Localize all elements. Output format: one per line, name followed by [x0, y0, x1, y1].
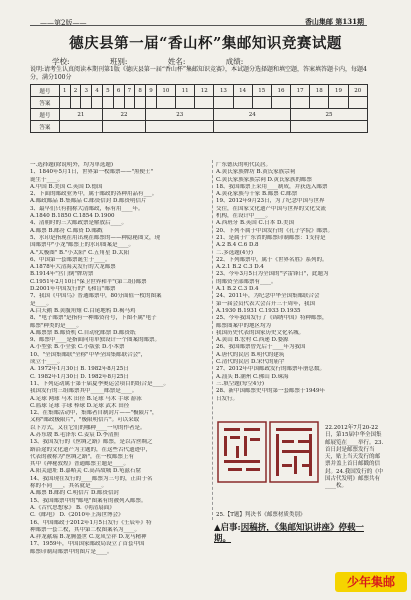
page-header-left: ——第2版——	[40, 19, 87, 27]
question-line: 邮票"种类的是____。	[30, 322, 83, 329]
question-line: 5、水印是指现在用出现在邮票的——种隐秘图文，现	[30, 234, 161, 241]
question-line: 27、2012年中国邮政发行的邮票年册总数。	[216, 366, 325, 373]
question-line: 23、今年3月5日为全国的"学雷锋日"，此题为	[216, 271, 329, 278]
question-line: 1、1840年5月1日，世界第一枚邮票——"黑便士"	[30, 169, 154, 176]
question-line: A.邮票票 B.邮资机 C.自动化邮票 D.邮资纸	[30, 329, 136, 336]
question-line: 22.2012年7月20-22日，	[325, 425, 379, 439]
answer-cell: 答案	[31, 97, 60, 109]
question-number-cell: 17	[291, 85, 310, 97]
question-number-cell: 21	[59, 109, 102, 121]
question-line: 26、我国邮票曾先后于____年为我国	[216, 344, 306, 351]
question-line: 6、中国第一套邮票诞生于____。	[30, 256, 111, 263]
question-line: A.1840 B.1850 C.1854 D.1900	[30, 213, 115, 220]
question-line: 路沿途的文化遗产为主题的，在这些古代遗迹中，	[30, 446, 152, 453]
question-line: 种邮票一套二枚，其中第二枚图案名为____。	[30, 526, 141, 533]
page-title: 德庆县第一届“香山杯”集邮知识竞赛试题	[69, 35, 342, 52]
question-line: A.西班牙 B.英国 C.日本 D.美国	[216, 220, 294, 227]
question-line: 2、下面的邮政业务中，属于邮政的各种用品有___。	[30, 191, 158, 198]
answer-cell[interactable]	[81, 97, 92, 109]
question-number-cell: 9	[146, 85, 157, 97]
question-line: 第15届中华全国集邮展览	[325, 432, 382, 446]
answer-cell[interactable]	[70, 97, 81, 109]
question-line: 21、是属于广东省的邮票印制邮票：1支持是	[216, 234, 326, 241]
instructions: 说明:请考生认真阅读本期刊第1版《德庆县第一届“香山杯”集邮知识竞赛》，本试题分选择题和填空题，答案填答题卡内，每题4分，满分100分	[30, 66, 367, 81]
answer-cell[interactable]	[176, 97, 195, 109]
question-line: 15、我国邮票中的"邮电"图案有的被列入邮票。	[30, 497, 147, 504]
school-label: 学校:	[52, 57, 70, 66]
question-line: 9、邮票中____是指面向用单独设计一个图案的邮票。	[30, 337, 161, 344]
question-number-cell: 25	[291, 109, 368, 121]
answer-cell[interactable]	[348, 97, 367, 109]
question-column-right	[216, 162, 371, 403]
question-line: 古代发明》邮票共有	[330, 476, 381, 483]
question-line: 23.首日封是邮票发行	[325, 439, 384, 453]
question-line: D.2001年中国发行的"飞和盲"邮票	[30, 286, 116, 293]
question-line: A.中国 B.美国 C.英国 D.德国	[30, 183, 103, 190]
notice-prefix: ▲启事:	[214, 523, 241, 533]
name-label: 姓名:	[167, 57, 186, 66]
question-line: 19、2012年9月23日，为了纪念中国与世界	[216, 198, 325, 205]
question-line: 8、"电子邮票"是指有一种邮资符号，下图不属"电子	[30, 315, 157, 322]
notice-banner	[214, 523, 374, 545]
question-line: 信封。	[325, 461, 381, 475]
question-line: 又称"邮政极限片"，"极限明信片"。可以采取	[30, 417, 140, 424]
question-line: 13、我国发行的《丝绸之路》邮票，是以古丝绸之	[30, 439, 153, 446]
question-line: A.1878年大清海关发行的大龙邮票	[30, 264, 116, 271]
question-number-cell: 1	[59, 85, 70, 97]
question-number-cell: 3	[81, 85, 92, 97]
seal-stamp-image	[216, 420, 320, 484]
question-line: A.邮票 B.邮符 C.邮资 D.邮戳	[30, 227, 103, 234]
question-line: 日发行。	[216, 395, 239, 402]
question-line: 第一届会员代表大会召开三十周年，我国	[216, 300, 316, 307]
question-line: 18、我国邮票上采用____制成，并获选入邮票	[216, 183, 328, 190]
question-line: A.黄氏家族牌坊 B.黄氏家族宗祠	[216, 169, 296, 176]
question-line: 20、下列不属于中国发行的《孔子学院》邮票。	[216, 227, 334, 234]
question-line: 其中《神秘敦煌》普通邮票主题是____。	[30, 461, 130, 468]
question-line: 广东德庆的明代民居。	[216, 162, 272, 168]
answer-cell[interactable]	[135, 97, 146, 109]
question-line: 的邮资全部邮票有____。	[216, 278, 277, 285]
question-number-cell: 7	[124, 85, 135, 97]
stamp-side-questions	[325, 425, 385, 491]
answer-cell: 答案	[31, 121, 60, 133]
question-line: 28、新中国邮票史中的第一套邮票于1949年	[216, 388, 325, 395]
question-line: 代表的被称为"丝绸之路"，在一枚邮票上有	[30, 453, 135, 460]
question-line: 25、今年我国发行了《锦绣中国》特种邮票，	[216, 315, 328, 322]
question-line: 11、下列运动属于第十届夏季奥运会项目的组合是____。	[30, 380, 170, 387]
question-number-cell: 4	[92, 85, 103, 97]
question-number-cell: 20	[348, 85, 367, 97]
question-line: A.苏东坡 B.毛泽东 C.姜宸 D.李清照	[30, 431, 119, 438]
question-line: C.《邮电》 D.《2010年上海世博会》	[30, 512, 124, 519]
answer-cell[interactable]	[291, 121, 368, 133]
answer-cell[interactable]	[113, 97, 124, 109]
question-line: B.1914年"宫门倒"牌坊票	[30, 271, 94, 278]
question-line: A.邮政邮品 B.集邮品 C.邮资信封 D.邮资明信片	[30, 198, 147, 205]
question-line: 3、最早们只有拥称大清邮政，标有用____年。	[30, 205, 144, 212]
question-line: A.1930 B.1931 C.1933 D.1935	[216, 307, 301, 314]
question-line: 24、2011年，为纪念中华全国集邮联合会	[216, 293, 320, 300]
answer-cell[interactable]	[102, 121, 145, 133]
question-line: 12、在集邮活动中，集邮者自制封片——"极限片"，	[30, 410, 158, 417]
question-number-cell: 8	[135, 85, 146, 97]
question-line: 邮票图案中的地区均为	[216, 322, 272, 329]
question-number-cell: 5	[102, 85, 113, 97]
question-number-cell: 18	[310, 85, 329, 97]
question-line: 成立于____。	[30, 359, 64, 366]
question-line: 我国历史代表的国家历史文化名城。	[216, 329, 305, 336]
question-column-left	[30, 162, 208, 556]
question-number-cell: 2	[70, 85, 81, 97]
question-line: 以下方式，又在它们的哪种____一句的作者是。	[30, 424, 146, 431]
question-number-cell: 14	[233, 85, 252, 97]
page-header-right: 香山集邮 第131期	[304, 17, 364, 26]
question-number-cell: 13	[214, 85, 233, 97]
question-line: 二.多选题(4分)	[216, 249, 254, 256]
question-line: ____枚。	[325, 483, 348, 490]
question-line: 10、"全国集邮联"全称"中华全国集邮联合会"，	[30, 351, 147, 358]
question-line: A.《古代思想家》 B.《明清扇面》	[30, 504, 115, 511]
answer-cell[interactable]	[156, 97, 175, 109]
answer-cell[interactable]	[124, 97, 135, 109]
question-line: 国邮票中"小龙"邮票上的水印图案是____。	[30, 242, 135, 249]
question-line: A.阳关遗址 B.嘉峪关 C.高昌故城 D.龟兹石窟	[30, 468, 141, 475]
question-line: 17、1959年，中国国家邮政局设立了首套中国	[30, 541, 145, 548]
question-line: 是____。	[30, 300, 53, 307]
answer-cell[interactable]	[195, 97, 214, 109]
question-number-cell: 题号	[31, 85, 60, 97]
answer-sheet-table	[30, 84, 368, 133]
answer-cell[interactable]	[310, 97, 329, 109]
score-label: 成绩:	[225, 57, 244, 66]
answer-cell[interactable]	[214, 121, 291, 133]
question-line: A.小型张 B.小全张 C.小版张 D.小本票	[30, 344, 125, 351]
question-number-cell: 22	[102, 109, 145, 121]
question-line: 当天，贴上当天发行的	[325, 446, 375, 461]
question-line: C.1951年2月10日"保卫世界和平"(第二组)邮票	[30, 278, 147, 285]
answer-cell[interactable]	[329, 97, 348, 109]
question-line: 诞生于____。	[30, 176, 64, 183]
question-line: 7、我国《中国鸟》普通邮票中，80分面值一枚的图案	[30, 293, 162, 300]
question-number-cell: 23	[146, 109, 214, 121]
answer-cell[interactable]	[271, 97, 290, 109]
question-line: 在____举行。	[341, 439, 375, 446]
question-line: 4、清朝时的三大邮政票是解放后____。	[30, 220, 128, 227]
question-number-cell: 题号	[31, 109, 60, 121]
question-line: A.汕头 B.潮州 C.佛山 D.珠海	[216, 373, 289, 380]
question-line: 一.选择题(除说明外，均为单选题)	[30, 162, 114, 168]
question-line: 16、中国邮政于2012年1月5日发行《壬辰年》特	[30, 519, 152, 526]
question-line: A.2.1 B.2 C.3 D.4	[216, 264, 264, 271]
answer-table-row	[31, 97, 368, 109]
question-number-cell: 6	[113, 85, 124, 97]
answer-table-row	[31, 109, 368, 121]
question-number-cell: 12	[195, 85, 214, 97]
question-line: 机构，在设计中____。	[216, 213, 272, 220]
question-line: A.黄花家族与十家 B.邮票 C.邮票	[216, 191, 298, 198]
question-line: 24.我国发行的《中国	[325, 468, 384, 483]
question-line: A.邮票 B.邮的 C.明信片 D.邮资信封	[30, 490, 119, 497]
question-line: C.篮球 足球 手球 棒球 D.足球 武术 田径	[30, 402, 130, 409]
question-line: A. 1972年1月30日 B. 1982年8月25日	[30, 366, 129, 373]
question-line: 22、下列邮票中，属于《世界名胜》系列的。	[216, 256, 328, 263]
class-label: 班别:	[109, 57, 128, 66]
answer-cell[interactable]	[146, 121, 214, 133]
question-number-cell: 16	[271, 85, 290, 97]
question-number-cell: 11	[176, 85, 195, 97]
answer-cell[interactable]	[233, 97, 252, 109]
question-line: 我国发行的三组邮票其中_____邮票是____。	[30, 388, 138, 395]
question-line: C. 1982年1月30日 D. 1982年8月25日	[30, 373, 129, 380]
question-line: A.唐代的民居 B.明代的建筑	[216, 351, 285, 358]
notice-text: 因稿挤，《集邮知识讲座》停载一期。	[214, 523, 364, 544]
question-line: 14、我国现在发行的____邮票为三号的，正由于名	[30, 475, 153, 482]
question-line: 三.填空题(每空4分)	[216, 380, 265, 387]
question-line: A.足球 网球 马术 田径 B.足球 马术 手球 游泳	[30, 395, 142, 402]
question-line: 称的不同____，其名就是____。	[30, 483, 108, 490]
youth-philately-logo: 少年集邮	[335, 572, 407, 592]
question-number-cell: 19	[329, 85, 348, 97]
question-line: A.黄山 B.宏村 C.西递 D.婺源	[216, 337, 289, 344]
answer-cell[interactable]	[92, 97, 103, 109]
column-divider	[212, 160, 213, 520]
question-line: A.2 B.4 C.6 D.8	[216, 242, 259, 249]
question-line: A.1 B.2 C.3 D.4	[216, 286, 259, 293]
answer-cell[interactable]	[146, 97, 157, 109]
question-line: A.祥龙献瑞 B.龙腾盛世 C.龙凤呈祥 D.龙马精神	[30, 534, 147, 541]
question-number-cell: 10	[156, 85, 175, 97]
question-number-cell: 15	[252, 85, 271, 97]
answer-cell[interactable]	[59, 121, 102, 133]
question-line: A.白天鹅 B.黄腹角雉 C.白尾地鸦 D.褐马鸡	[30, 307, 136, 314]
answer-cell[interactable]	[252, 97, 271, 109]
question-number-cell: 24	[214, 109, 291, 121]
header-divider	[30, 25, 367, 26]
question-line: 邮票并盖上首日邮戳的	[325, 454, 381, 468]
answer-cell[interactable]	[102, 97, 113, 109]
answer-table-row	[31, 121, 368, 133]
question-line: A."太极图" B."小太阳" C.五角星 D.太阳	[30, 249, 130, 256]
question-line: C.黄氏家族家族宗祠 D.黄氏家族的邮票	[216, 176, 312, 183]
question-line: 邮票印制局邮票中的图片是____。	[30, 548, 113, 555]
answer-table-row	[31, 85, 368, 97]
answer-cell[interactable]	[59, 97, 70, 109]
question-line: C.清代的民居 D.宋代的庙宇	[216, 359, 285, 366]
answer-cell[interactable]	[214, 97, 233, 109]
question-line: 交往，在国家文化遗产中国与世界的文化交流	[216, 205, 327, 212]
question-25-note: 25.【T题】判决书《邮票材质类别》	[216, 512, 306, 518]
answer-cell[interactable]	[291, 97, 310, 109]
